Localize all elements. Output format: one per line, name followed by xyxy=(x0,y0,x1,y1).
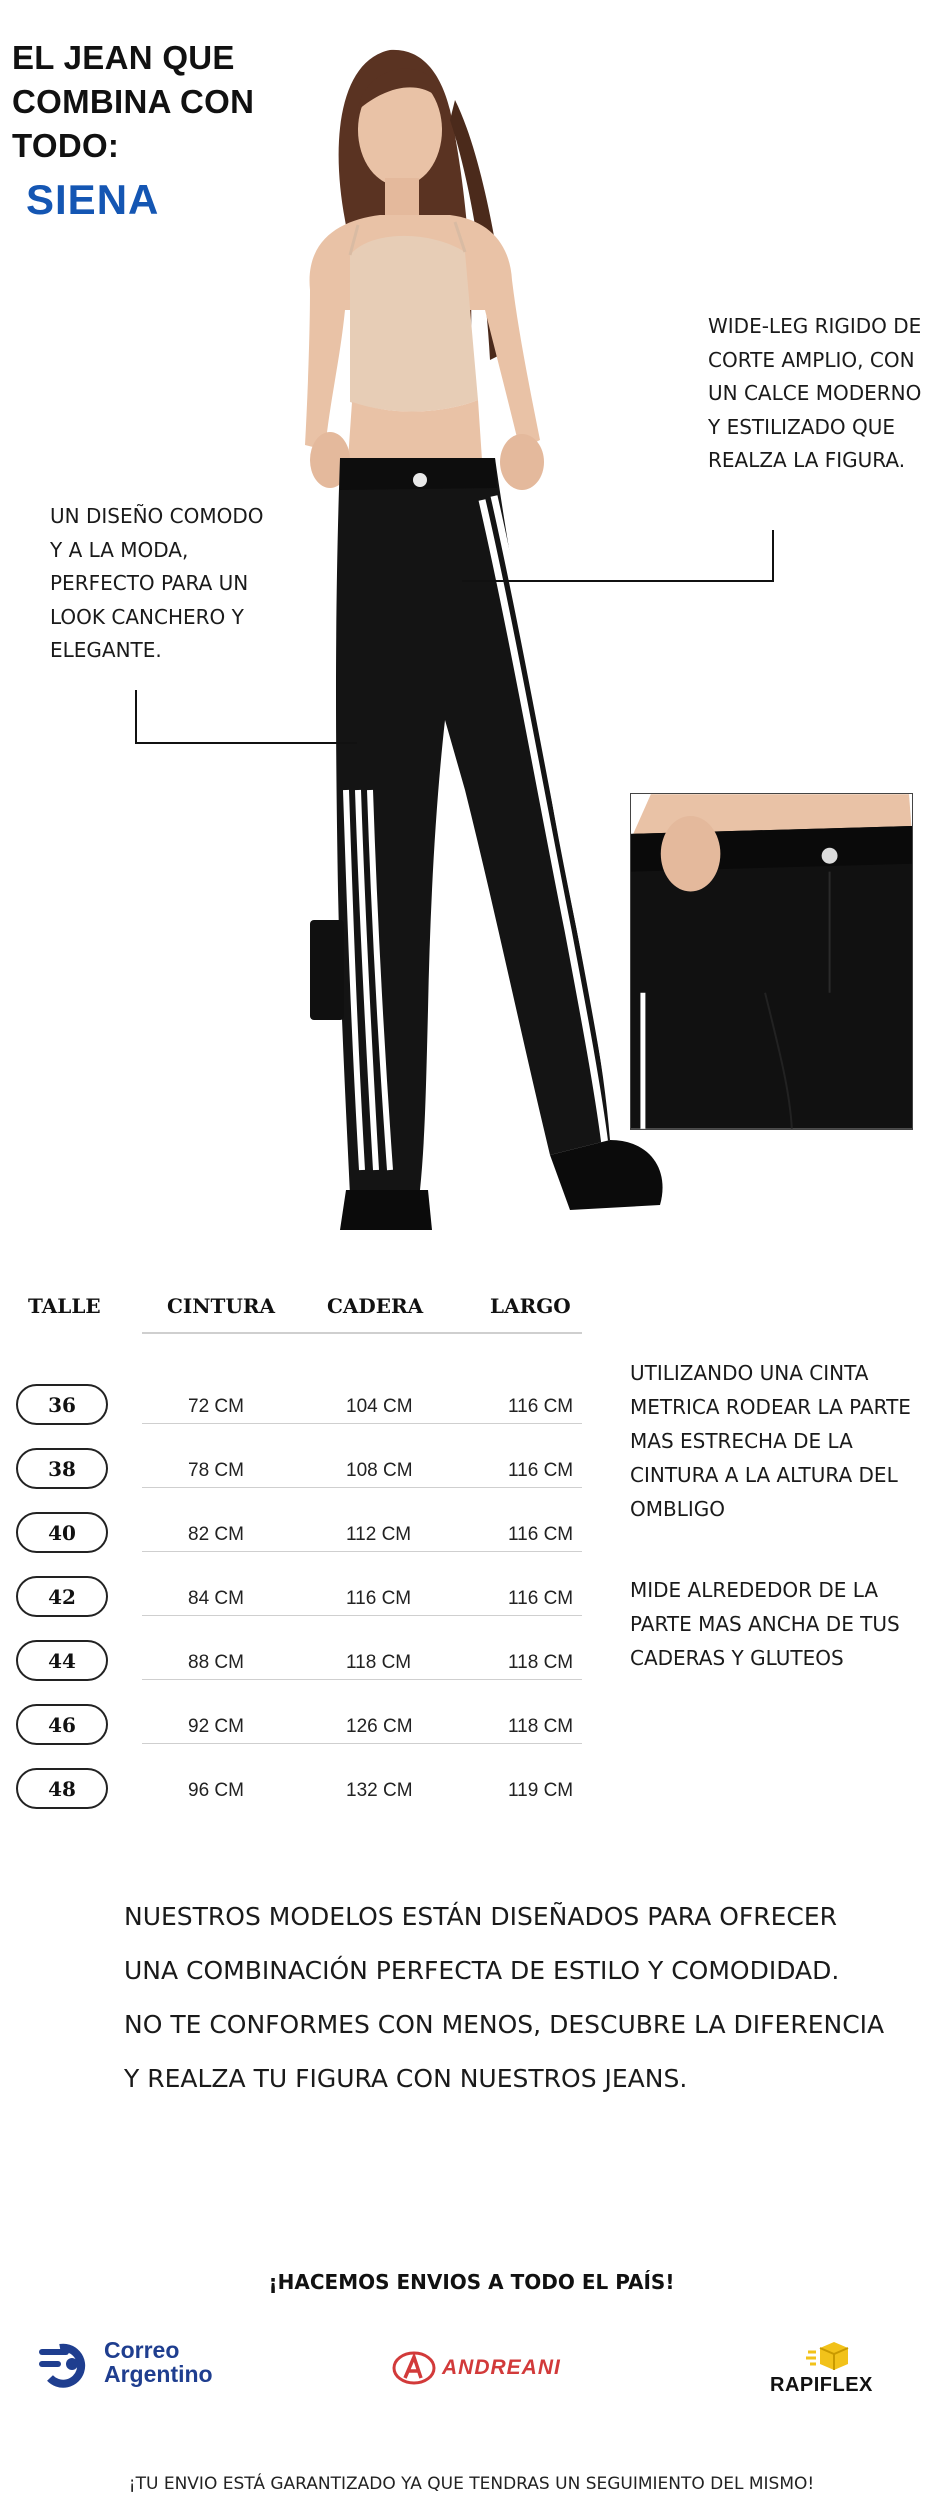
cintura-cell: 78 CM xyxy=(188,1460,244,1481)
claim-line: Y REALZA TU FIGURA CON NUESTROS JEANS. xyxy=(124,2064,688,2093)
size-pill: 46 xyxy=(16,1704,108,1745)
instruction-line: CINTURA A LA ALTURA DEL xyxy=(630,1463,898,1487)
correo-argentino-wordmark xyxy=(104,2338,213,2386)
claim-line: NUESTROS MODELOS ESTÁN DISEÑADOS PARA OFRECER xyxy=(124,1902,838,1931)
product-name: SIENA xyxy=(26,176,160,223)
callout-leader-line xyxy=(462,580,774,582)
size-pill: 40 xyxy=(16,1512,108,1553)
cintura-cell: 96 CM xyxy=(188,1780,244,1801)
table-row xyxy=(0,1760,600,1824)
tracking-guarantee-note: ¡TU ENVIO ESTÁ GARANTIZADO YA QUE TENDRAS UN SEGUIMIENTO DEL MISMO! xyxy=(128,2474,815,2494)
claim-line: NO TE CONFORMES CON MENOS, DESCUBRE LA DIFERENCIA xyxy=(124,2010,885,2039)
size-pill: 38 xyxy=(16,1448,108,1489)
callout-leader-line xyxy=(772,530,774,582)
size-pill: 48 xyxy=(16,1768,108,1809)
largo-cell: 119 CM xyxy=(508,1780,574,1801)
headline-line: EL JEAN QUE xyxy=(12,39,235,76)
cintura-cell: 72 CM xyxy=(188,1396,244,1417)
column-header-cadera: CADERA xyxy=(327,1294,424,1318)
cadera-cell: 132 CM xyxy=(346,1780,413,1801)
table-row xyxy=(0,1376,600,1440)
correo-argentino-logo-icon xyxy=(36,2338,96,2388)
table-row xyxy=(0,1696,600,1760)
shipping-title: ¡HACEMOS ENVIOS A TODO EL PAÍS! xyxy=(268,2270,675,2294)
instruction-line: CADERAS Y GLUTEOS xyxy=(630,1646,844,1670)
instruction-line: PARTE MAS ANCHA DE TUS xyxy=(630,1612,900,1636)
callout-line: CORTE AMPLIO, CON xyxy=(708,347,915,372)
callout-leader-line xyxy=(135,690,137,744)
rapiflex-logo xyxy=(768,2340,898,2404)
row-divider xyxy=(142,1487,582,1488)
callout-line: REALZA LA FIGURA. xyxy=(708,448,906,472)
callout-line: WIDE-LEG RIGIDO DE xyxy=(708,314,922,338)
waist-measure-instructions xyxy=(630,1356,911,1526)
size-pill: 42 xyxy=(16,1576,108,1617)
size-pill: 44 xyxy=(16,1640,108,1681)
hips-measure-instructions xyxy=(630,1573,900,1675)
wordmark-line: Argentino xyxy=(104,2361,213,2387)
largo-cell: 118 CM xyxy=(508,1716,574,1737)
callout-line: UN CALCE MODERNO xyxy=(708,381,922,405)
column-header-largo: LARGO xyxy=(490,1294,571,1318)
andreani-logo-icon xyxy=(392,2350,436,2386)
rapiflex-box-logo-icon xyxy=(806,2340,856,2374)
wordmark-line: Correo xyxy=(104,2337,180,2363)
headline xyxy=(12,36,254,168)
row-divider xyxy=(142,1615,582,1616)
instruction-line: MAS ESTRECHA DE LA xyxy=(630,1429,853,1453)
table-row xyxy=(0,1632,600,1696)
cintura-cell: 88 CM xyxy=(188,1652,244,1673)
instruction-line: UTILIZANDO UNA CINTA xyxy=(630,1361,869,1385)
row-divider xyxy=(142,1743,582,1744)
row-divider xyxy=(142,1423,582,1424)
headline-line: TODO: xyxy=(12,127,120,164)
cintura-cell: 82 CM xyxy=(188,1524,244,1545)
callout-line: ELEGANTE. xyxy=(50,638,162,662)
largo-cell: 116 CM xyxy=(508,1524,574,1545)
design-description-callout xyxy=(50,500,264,668)
claim-line: UNA COMBINACIÓN PERFECTA DE ESTILO Y COMODIDAD. xyxy=(124,1956,840,1985)
callout-line: PERFECTO PARA UN xyxy=(50,571,249,595)
cadera-cell: 116 CM xyxy=(346,1588,412,1609)
header-divider xyxy=(142,1332,582,1334)
callout-line: LOOK CANCHERO Y xyxy=(50,604,244,629)
table-row xyxy=(0,1568,600,1632)
cintura-cell: 92 CM xyxy=(188,1716,244,1737)
largo-cell: 116 CM xyxy=(508,1396,574,1417)
table-row xyxy=(0,1440,600,1504)
waist-closeup-photo xyxy=(630,793,913,1130)
largo-cell: 116 CM xyxy=(508,1460,574,1481)
rapiflex-wordmark: RAPIFLEX xyxy=(770,2374,873,2396)
brand-claim-paragraph xyxy=(124,1890,884,2106)
table-row xyxy=(0,1504,600,1568)
cadera-cell: 112 CM xyxy=(346,1524,412,1545)
row-divider xyxy=(142,1551,582,1552)
andreani-wordmark: ANDREANI xyxy=(442,2356,561,2379)
instruction-line: METRICA RODEAR LA PARTE xyxy=(630,1395,911,1419)
column-header-cintura: CINTURA xyxy=(167,1294,276,1318)
callout-line: UN DISEÑO COMODO xyxy=(50,504,264,528)
callout-line: Y A LA MODA, xyxy=(50,537,189,562)
cadera-cell: 104 CM xyxy=(346,1396,413,1417)
cadera-cell: 126 CM xyxy=(346,1716,413,1737)
size-chart xyxy=(0,1270,600,1830)
largo-cell: 118 CM xyxy=(508,1652,574,1673)
cadera-cell: 108 CM xyxy=(346,1460,413,1481)
column-header-talle: TALLE xyxy=(28,1294,101,1318)
row-divider xyxy=(142,1679,582,1680)
callout-line: Y ESTILIZADO QUE xyxy=(708,414,895,439)
headline-line: COMBINA CON xyxy=(12,83,255,120)
cadera-cell: 118 CM xyxy=(346,1652,412,1673)
fit-description-callout xyxy=(708,310,921,478)
andreani-logo xyxy=(392,2350,572,2386)
size-pill: 36 xyxy=(16,1384,108,1425)
correo-argentino-logo xyxy=(36,2338,226,2388)
instruction-line: MIDE ALREDEDOR DE LA xyxy=(630,1578,879,1602)
callout-leader-line xyxy=(135,742,357,744)
instruction-line: OMBLIGO xyxy=(630,1497,725,1521)
cintura-cell: 84 CM xyxy=(188,1588,244,1609)
largo-cell: 116 CM xyxy=(508,1588,574,1609)
